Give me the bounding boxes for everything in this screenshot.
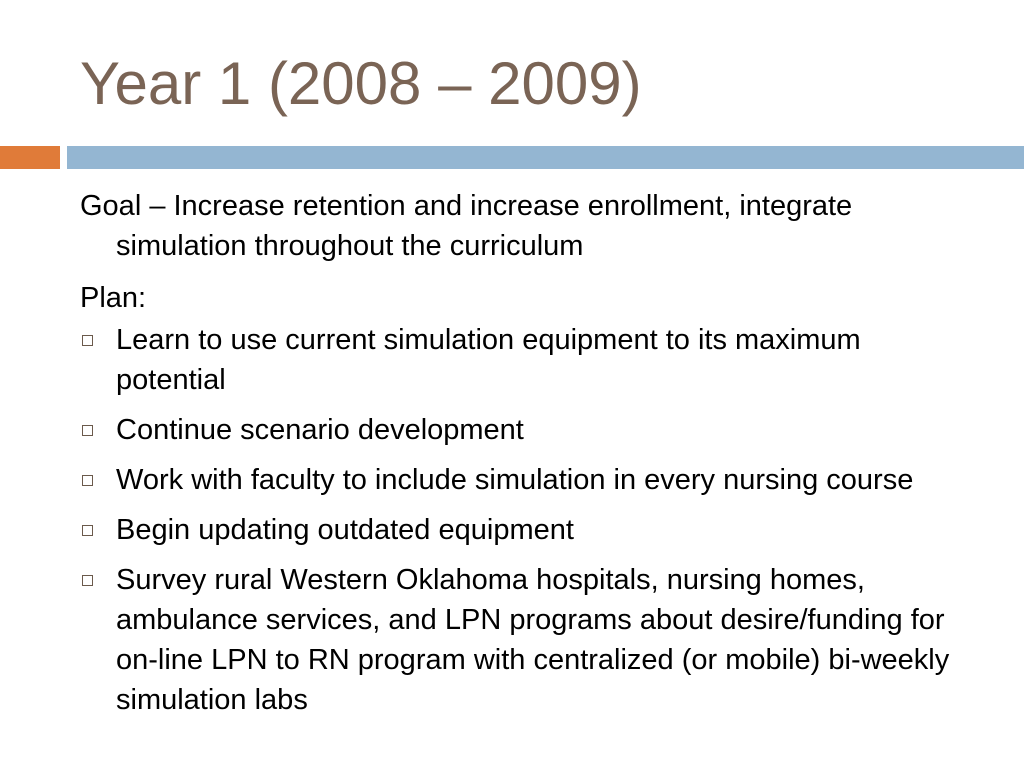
list-item	[80, 510, 960, 550]
list-item-text: Survey rural Western Oklahoma hospitals, nursing homes, ambulance services, and LPN programs about desire/funding for on-line LPN to RN program with centralized (or mobile) bi-weekly simulation labs	[116, 564, 950, 716]
square-bullet-icon	[82, 335, 93, 346]
slide-title: Year 1 (2008 – 2009)	[80, 50, 642, 117]
list-item-text: Begin updating outdated equipment	[116, 514, 574, 546]
accent-bar-orange	[0, 146, 60, 169]
list-item-text: Learn to use current simulation equipment to its maximum potential	[116, 324, 861, 396]
list-item-text: Work with faculty to include simulation in every nursing course	[116, 464, 914, 496]
list-item	[80, 560, 960, 720]
list-item-text: Continue scenario development	[116, 414, 524, 446]
square-bullet-icon	[82, 475, 93, 486]
list-item	[80, 460, 960, 500]
square-bullet-icon	[82, 425, 93, 436]
slide-body	[80, 186, 960, 730]
plan-label: Plan:	[80, 282, 147, 314]
goal-text: Goal – Increase retention and increase enrollment, integrate simulation throughout the curriculum	[80, 190, 853, 262]
accent-bar-blue	[67, 146, 1024, 169]
square-bullet-icon	[82, 575, 93, 586]
square-bullet-icon	[82, 525, 93, 536]
plan-list	[80, 320, 960, 720]
list-item	[80, 410, 960, 450]
list-item	[80, 320, 960, 400]
